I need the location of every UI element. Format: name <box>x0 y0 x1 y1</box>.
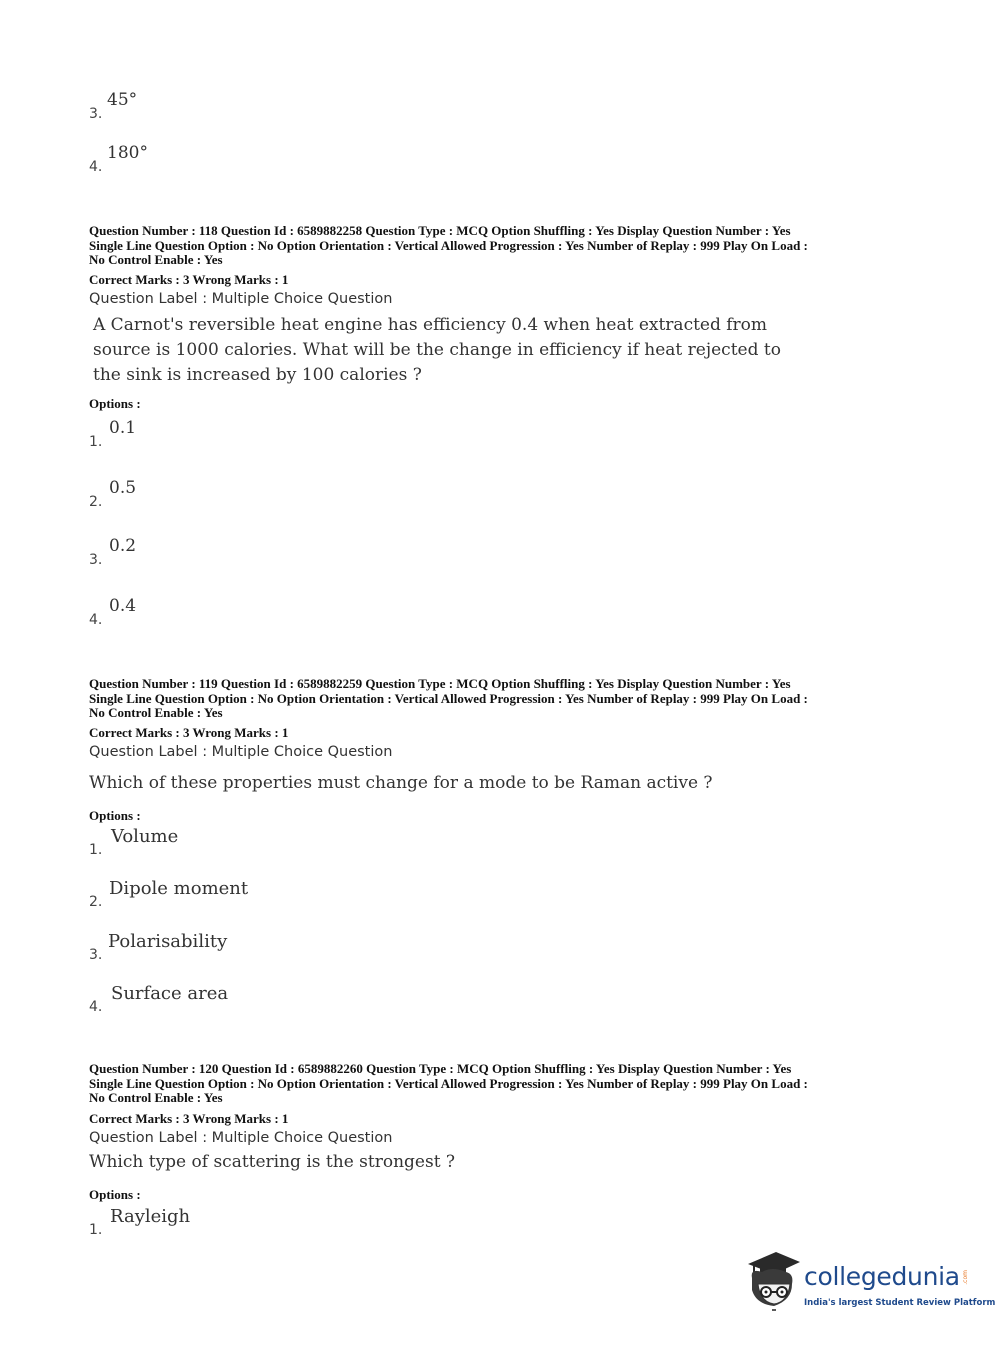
question-120-label: Question Label : Multiple Choice Question <box>89 1130 393 1146</box>
option-text: Polarisability <box>108 931 228 952</box>
question-119-text: Which of these properties must change for a mode to be Raman active ? <box>89 773 713 793</box>
question-text-line: the sink is increased by 100 calories ? <box>93 365 422 385</box>
option-number: 4. <box>89 999 103 1015</box>
question-119-metadata <box>89 677 919 721</box>
option-number: 1. <box>89 1222 103 1238</box>
metadata-line: No Control Enable : Yes <box>89 1090 223 1105</box>
option-text: 0.2 <box>109 536 137 556</box>
metadata-line: Question Number : 119 Question Id : 6589882259 Question Type : MCQ Option Shuffling : Yes Display Question Number : Yes <box>89 676 791 691</box>
option-number: 2. <box>89 494 103 510</box>
question-119-options-label: Options : <box>89 808 141 823</box>
brand-dotcom: .com <box>962 1270 969 1285</box>
question-118-text <box>93 313 781 388</box>
option-text: Surface area <box>111 983 229 1004</box>
metadata-line: Question Number : 120 Question Id : 6589882260 Question Type : MCQ Option Shuffling : Yes Display Question Number : Yes <box>89 1061 792 1076</box>
option-text: 0.5 <box>109 478 137 498</box>
brand-tagline: India's largest Student Review Platform <box>804 1298 996 1308</box>
question-120-text: Which type of scattering is the strongest ? <box>89 1152 456 1172</box>
question-118-marks: Correct Marks : 3 Wrong Marks : 1 <box>89 272 289 287</box>
option-text: 0.4 <box>109 596 137 616</box>
option-number: 3. <box>89 947 103 963</box>
metadata-line: No Control Enable : Yes <box>89 705 223 720</box>
question-120-metadata <box>89 1062 919 1106</box>
option-number: 4. <box>89 612 103 628</box>
option-text: Rayleigh <box>110 1206 191 1227</box>
metadata-line: Single Line Question Option : No Option Orientation : Vertical Allowed Progression : Yes Number of Replay : 999 Play On Load : <box>89 690 808 706</box>
question-118-options-label: Options : <box>89 396 141 411</box>
option-number: 3. <box>89 106 103 122</box>
metadata-line: Single Line Question Option : No Option Orientation : Vertical Allowed Progression : Yes Number of Replay : 999 Play On Load : <box>89 1075 808 1091</box>
question-text-line: source is 1000 calories. What will be the change in efficiency if heat rejected to <box>93 340 781 360</box>
option-text: Volume <box>111 826 179 847</box>
question-120-options-label: Options : <box>89 1187 141 1202</box>
option-text: Dipole moment <box>109 878 249 899</box>
metadata-line: No Control Enable : Yes <box>89 252 223 267</box>
option-text: 45° <box>107 90 138 110</box>
option-number: 1. <box>89 434 103 450</box>
option-text: 0.1 <box>109 418 137 438</box>
question-text-line: A Carnot's reversible heat engine has efficiency 0.4 when heat extracted from <box>93 315 768 335</box>
option-number: 2. <box>89 894 103 910</box>
question-120-marks: Correct Marks : 3 Wrong Marks : 1 <box>89 1111 289 1126</box>
metadata-line: Single Line Question Option : No Option Orientation : Vertical Allowed Progression : Yes Number of Replay : 999 Play On Load : <box>89 237 808 253</box>
option-number: 1. <box>89 842 103 858</box>
metadata-line: Question Number : 118 Question Id : 6589882258 Question Type : MCQ Option Shuffling : Yes Display Question Number : Yes <box>89 223 791 238</box>
question-119-marks: Correct Marks : 3 Wrong Marks : 1 <box>89 725 289 740</box>
question-118-metadata <box>89 224 919 268</box>
option-number: 3. <box>89 552 103 568</box>
mascot-icon <box>742 1248 804 1314</box>
option-text: 180° <box>107 143 148 163</box>
collegedunia-logo <box>742 1248 996 1318</box>
option-number: 4. <box>89 159 103 175</box>
question-119-label: Question Label : Multiple Choice Question <box>89 744 393 760</box>
question-118-label: Question Label : Multiple Choice Question <box>89 291 393 307</box>
brand-name: collegedunia <box>804 1262 960 1291</box>
